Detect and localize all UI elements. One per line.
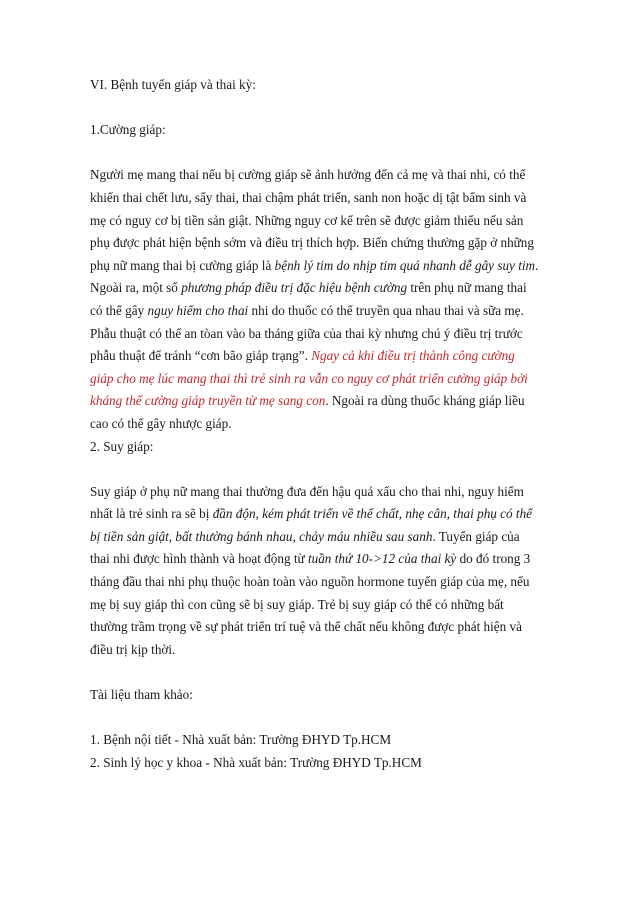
paragraph-hyperthyroidism bbox=[90, 164, 560, 435]
paragraph-line bbox=[90, 548, 560, 571]
text-run: . bbox=[535, 257, 539, 273]
paragraph-line bbox=[90, 503, 560, 526]
paragraph-line: cao có thể gây nhược giáp. bbox=[90, 415, 232, 431]
paragraph-line: Người mẹ mang thai nếu bị cường giáp sẽ ảnh hưởng đến cả mẹ và thai nhi, có thể bbox=[90, 167, 526, 183]
paragraph-line bbox=[90, 300, 560, 323]
text-run: phụ nữ mang thai bị cường giáp là bbox=[90, 257, 275, 273]
paragraph-line: Phẫu thuật có thể an tòan vào ba tháng giữa của thai kỳ nhưng chú ý điều trị trước bbox=[90, 325, 523, 341]
red-italic-text-run: kháng thể cường giáp truyền từ mẹ sang con bbox=[90, 393, 326, 409]
text-run: phẫu thuật để tránh “cơn bão giáp trạng”. bbox=[90, 348, 312, 364]
spacer bbox=[90, 661, 560, 684]
spacer bbox=[90, 97, 560, 120]
spacer bbox=[90, 458, 560, 481]
paragraph-line bbox=[90, 255, 560, 278]
references-title: Tài liệu tham khảo: bbox=[90, 687, 193, 703]
text-run: có thể gây bbox=[90, 302, 148, 318]
spacer bbox=[90, 142, 560, 165]
text-run: Ngoài ra, một số bbox=[90, 280, 182, 296]
paragraph-line: điều trị kịp thời. bbox=[90, 641, 176, 657]
section-title: VI. Bệnh tuyến giáp và thai kỳ: bbox=[90, 77, 256, 92]
subsection-title-hyperthyroidism: 1.Cường giáp: bbox=[90, 122, 166, 138]
references-list bbox=[90, 729, 560, 774]
paragraph-line-red: giáp cho mẹ lúc mang thai thì trẻ sinh ra vẫn co nguy cơ phát triển cường giáp bởi bbox=[90, 370, 528, 386]
paragraph-line: khiến thai chết lưu, sẩy thai, thai chậm phát triển, sanh non hoặc dị tật bẩm sinh và bbox=[90, 189, 527, 205]
reference-item: 1. Bệnh nội tiết - Nhà xuất bản: Trường ĐHYD Tp.HCM bbox=[90, 732, 392, 748]
text-run: do đó trong 3 bbox=[456, 551, 531, 567]
paragraph-line: Suy giáp ở phụ nữ mang thai thường đưa đến hậu quả xấu cho thai nhi, nguy hiểm bbox=[90, 483, 524, 499]
italic-text-run: bị tiền sản giật, bất thường bánh nhau, chảy máu nhiều sau sanh bbox=[90, 528, 433, 544]
paragraph-line: thường trầm trọng về sự phát triển trí tuệ và thể chất nếu không được phát hiện và bbox=[90, 619, 523, 635]
paragraph-line bbox=[90, 277, 560, 300]
text-run: . Ngoài ra dùng thuốc kháng giáp liều bbox=[325, 393, 525, 409]
italic-text-run: nguy hiểm cho thai bbox=[147, 302, 249, 318]
paragraph-hypothyroidism bbox=[90, 481, 560, 662]
paragraph-line: tháng đầu thai nhi phụ thuộc hoàn toàn vào nguồn hormone tuyến giáp của mẹ, nếu bbox=[90, 574, 530, 590]
red-italic-text-run: Ngay cả khi điều trị thành công cường bbox=[311, 348, 515, 364]
text-run: trên phụ nữ mang thai bbox=[407, 280, 527, 296]
italic-text-run: đần độn, kém phát triển về thể chất, nhẹ cân, thai phụ có thể bbox=[212, 506, 533, 522]
italic-text-run: bệnh lý tim do nhịp tim quá nhanh dễ gây suy tim bbox=[274, 257, 536, 273]
text-run: thai nhi được hình thành và hoạt động từ bbox=[90, 551, 308, 567]
reference-item: 2. Sinh lý học y khoa - Nhà xuất bản: Trường ĐHYD Tp.HCM bbox=[90, 754, 422, 770]
text-run: . Tuyến giáp của bbox=[432, 528, 520, 544]
paragraph-line bbox=[90, 345, 560, 368]
spacer bbox=[90, 707, 560, 730]
text-run: nhất là trẻ sinh ra sẽ bị bbox=[90, 506, 213, 522]
subsection-title-hypothyroidism: 2. Suy giáp: bbox=[90, 438, 154, 454]
italic-text-run: tuần thứ 10->12 của thai kỳ bbox=[307, 551, 457, 567]
document-body bbox=[90, 74, 560, 774]
paragraph-line: phụ được phát hiện bệnh sớm và điều trị thích hợp. Biến chứng thường gặp ở những bbox=[90, 235, 534, 251]
paragraph-line: mẹ bị suy giáp thì con cũng sẽ bị suy giáp. Trẻ bị suy giáp có thể có những bất bbox=[90, 596, 504, 612]
text-run: nhi do thuốc có thể truyền qua nhau thai và sữa mẹ. bbox=[248, 302, 524, 318]
paragraph-line bbox=[90, 526, 560, 549]
paragraph-line bbox=[90, 390, 560, 413]
italic-text-run: phương pháp điều trị đặc hiệu bệnh cường bbox=[181, 280, 408, 296]
paragraph-line: mẹ có nguy cơ bị tiền sản giật. Những nguy cơ kể trên sẽ được giảm thiểu nếu sản bbox=[90, 212, 524, 228]
